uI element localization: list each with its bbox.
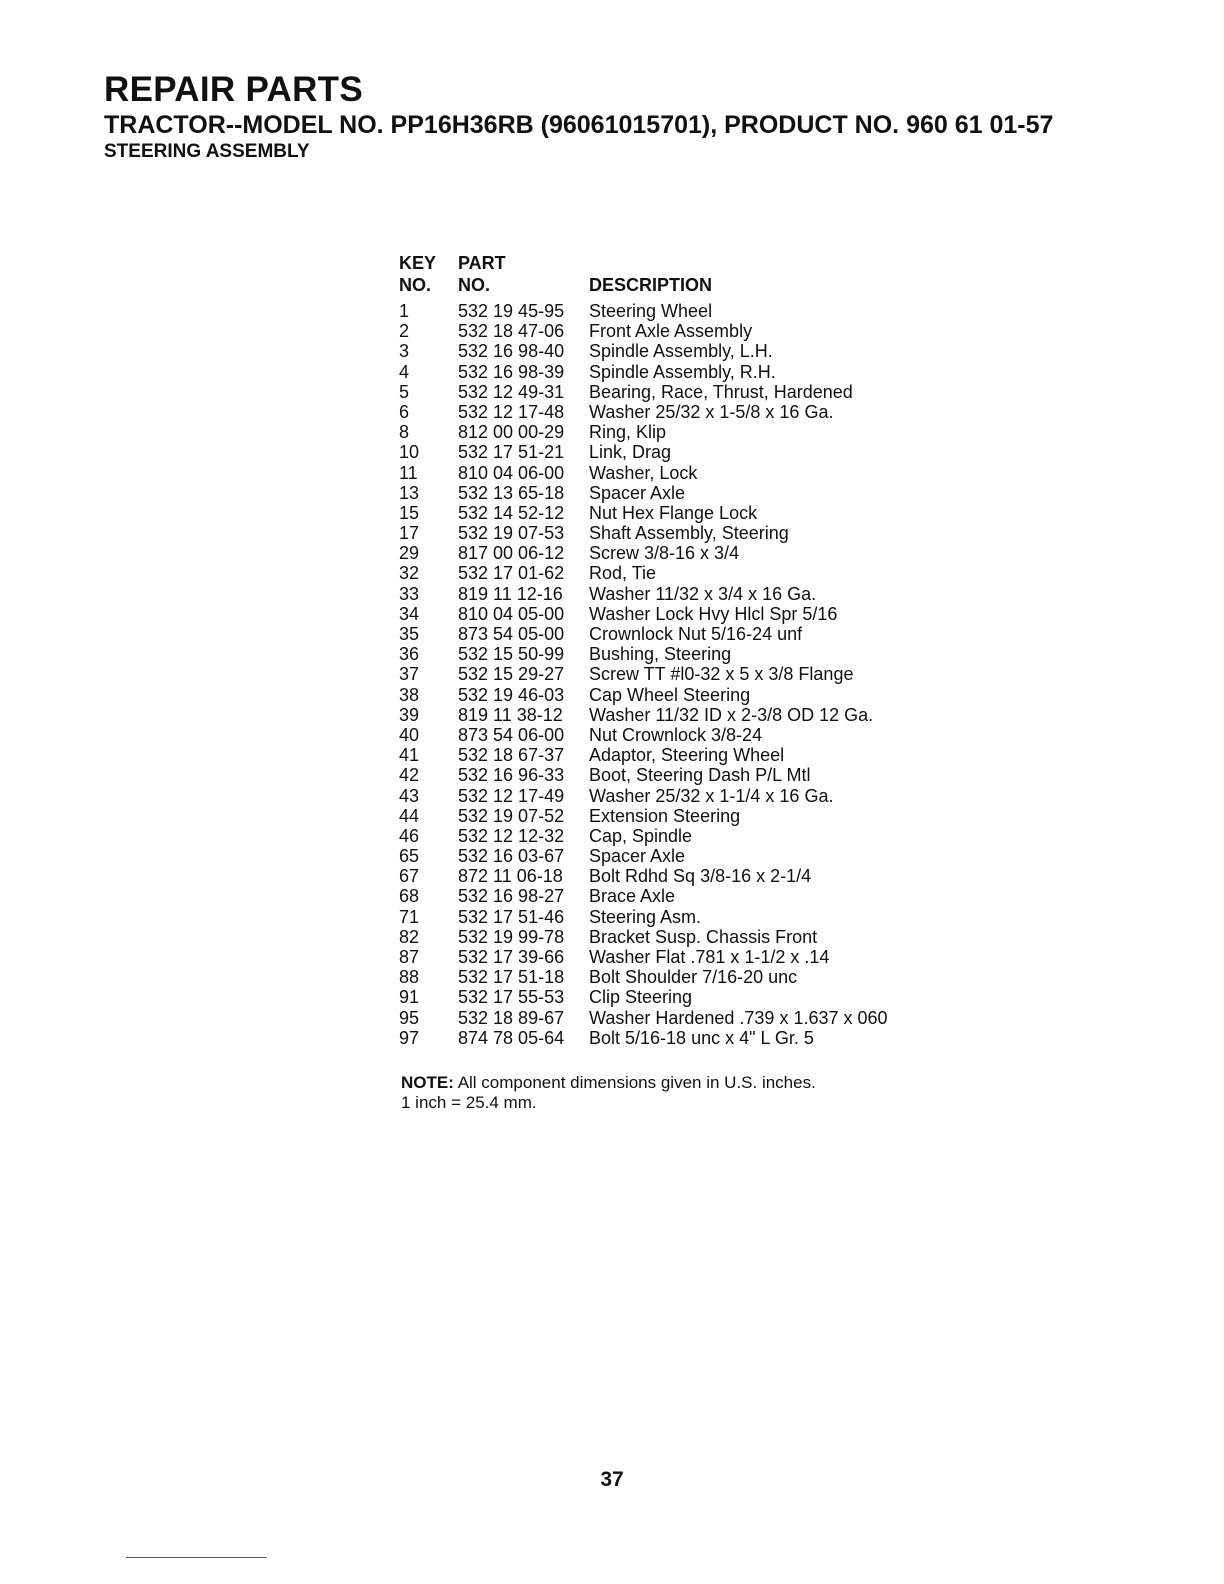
part-description: Brace Axle [589, 886, 676, 907]
key-number: 17 [399, 523, 420, 544]
key-number: 82 [399, 926, 420, 947]
key-number: 13 [399, 482, 420, 503]
part-number: 872 11 06-18 [458, 866, 563, 887]
part-description: Bolt 5/16-18 unc x 4" L Gr. 5 [589, 1027, 814, 1048]
key-number: 32 [399, 563, 420, 584]
part-number: 532 19 99-78 [458, 926, 565, 947]
page-number: 37 [600, 1468, 624, 1491]
key-number: 1 [399, 301, 410, 321]
section-heading: STEERING ASSEMBLY [104, 141, 310, 162]
part-description: Bracket Susp. Chassis Front [589, 926, 818, 947]
part-number: 532 19 07-53 [458, 523, 565, 544]
note-conversion: 1 inch = 25.4 mm. [401, 1093, 537, 1112]
key-number: 37 [399, 664, 420, 685]
part-description: Bearing, Race, Thrust, Hardened [589, 381, 853, 402]
part-number: 532 16 98-40 [458, 341, 565, 362]
part-description: Extension Steering [589, 805, 741, 826]
part-description: Crownlock Nut 5/16-24 unf [589, 624, 803, 644]
part-description: Cap, Spindle [589, 825, 693, 846]
key-number: 34 [399, 603, 420, 624]
part-number: 532 12 17-49 [458, 785, 565, 806]
part-description: Front Axle Assembly [589, 321, 753, 342]
model-subtitle: TRACTOR--MODEL NO. PP16H36RB (96061015701), PRODUCT NO. 960 61 01-57 [104, 111, 1054, 139]
part-number: 532 18 89-67 [458, 1007, 565, 1028]
key-number: 88 [399, 967, 420, 988]
part-number: 532 12 49-31 [458, 381, 565, 402]
key-number: 33 [399, 583, 420, 604]
key-number: 43 [399, 785, 420, 806]
key-number: 15 [399, 502, 420, 523]
description-column-header: DESCRIPTION [589, 275, 713, 295]
key-number: 36 [399, 644, 420, 665]
key-column-header: KEY [399, 253, 437, 273]
part-number: 532 18 47-06 [458, 321, 565, 342]
key-number: 10 [399, 442, 420, 463]
key-number: 41 [399, 745, 420, 766]
note-label: NOTE: [401, 1073, 454, 1092]
part-description: Bushing, Steering [589, 644, 732, 665]
part-description: Washer Lock Hvy Hlcl Spr 5/16 [589, 603, 838, 624]
part-number: 532 17 39-66 [458, 947, 565, 967]
part-number: 810 04 05-00 [458, 603, 565, 624]
part-description: Nut Hex Flange Lock [589, 502, 758, 523]
part-number: 819 11 38-12 [458, 704, 563, 725]
part-description: Ring, Klip [589, 422, 667, 443]
part-column-header: PART [458, 253, 506, 273]
part-description: Steering Asm. [589, 906, 702, 927]
part-description: Link, Drag [589, 442, 672, 463]
note [401, 1073, 816, 1113]
part-description: Washer Flat .781 x 1-1/2 x .14 [589, 947, 830, 967]
key-number: 4 [399, 361, 410, 382]
part-description: Screw 3/8-16 x 3/4 [589, 543, 740, 564]
part-description: Spindle Assembly, L.H. [589, 341, 773, 362]
key-number: 65 [399, 846, 420, 867]
part-number: 532 19 07-52 [458, 805, 565, 826]
part-description: Shaft Assembly, Steering [589, 523, 789, 544]
key-column-header-line2: NO. [399, 275, 432, 295]
key-number: 44 [399, 805, 420, 826]
part-number: 532 15 29-27 [458, 664, 565, 685]
part-number: 532 16 98-39 [458, 361, 565, 382]
key-number: 71 [399, 906, 420, 927]
part-number: 532 17 55-53 [458, 987, 565, 1008]
part-number: 532 17 51-46 [458, 906, 565, 927]
part-description: Washer, Lock [589, 462, 698, 483]
part-number: 532 19 45-95 [458, 301, 565, 321]
part-description: Washer 11/32 ID x 2-3/8 OD 12 Ga. [589, 704, 874, 725]
part-number: 532 17 51-21 [458, 442, 565, 463]
part-number: 532 16 96-33 [458, 765, 565, 786]
part-description: Bolt Shoulder 7/16-20 unc [589, 967, 798, 988]
key-number: 3 [399, 341, 410, 362]
part-description: Clip Steering [589, 987, 693, 1008]
key-number: 46 [399, 825, 420, 846]
part-description: Washer Hardened .739 x 1.637 x 060 [589, 1007, 888, 1028]
part-description: Bolt Rdhd Sq 3/8-16 x 2-1/4 [589, 866, 812, 887]
key-number: 42 [399, 765, 420, 786]
key-number: 39 [399, 704, 420, 725]
part-description: Boot, Steering Dash P/L Mtl [589, 765, 811, 786]
part-number: 873 54 06-00 [458, 724, 565, 745]
part-number: 532 17 01-62 [458, 563, 565, 584]
part-description: Rod, Tie [589, 563, 657, 584]
key-number: 95 [399, 1007, 420, 1028]
key-number: 38 [399, 684, 420, 705]
part-number: 532 16 98-27 [458, 886, 565, 907]
part-number: 532 13 65-18 [458, 482, 565, 503]
key-number: 8 [399, 422, 410, 443]
part-number: 819 11 12-16 [458, 583, 563, 604]
key-number: 2 [399, 321, 410, 342]
part-number: 532 18 67-37 [458, 745, 565, 766]
part-description: Spacer Axle [589, 846, 686, 867]
part-number: 532 16 03-67 [458, 846, 565, 867]
key-number: 91 [399, 987, 420, 1008]
part-description: Screw TT #l0-32 x 5 x 3/8 Flange [589, 664, 854, 685]
key-number: 35 [399, 624, 420, 644]
key-number: 87 [399, 947, 420, 967]
part-number: 817 00 06-12 [458, 543, 565, 564]
key-number: 40 [399, 724, 420, 745]
note-text: All component dimensions given in U.S. inches. [457, 1073, 816, 1092]
part-number: 532 15 50-99 [458, 644, 565, 665]
part-column-header-line2: NO. [458, 275, 491, 295]
part-number: 532 17 51-18 [458, 967, 565, 988]
part-number: 532 14 52-12 [458, 502, 565, 523]
part-description: Washer 25/32 x 1-1/4 x 16 Ga. [589, 785, 834, 806]
key-number: 5 [399, 381, 410, 402]
key-number: 11 [399, 462, 418, 483]
part-number: 810 04 06-00 [458, 462, 565, 483]
part-description: Steering Wheel [589, 301, 713, 321]
part-number: 532 12 17-48 [458, 401, 565, 422]
part-description: Cap Wheel Steering [589, 684, 751, 705]
footer-rule [126, 1557, 267, 1558]
part-description: Washer 11/32 x 3/4 x 16 Ga. [589, 583, 817, 604]
part-number: 873 54 05-00 [458, 624, 565, 644]
part-description: Spacer Axle [589, 482, 686, 503]
part-number: 532 12 12-32 [458, 825, 565, 846]
part-number: 812 00 00-29 [458, 422, 565, 443]
part-description: Washer 25/32 x 1-5/8 x 16 Ga. [589, 401, 834, 422]
part-number: 874 78 05-64 [458, 1027, 565, 1048]
part-description: Spindle Assembly, R.H. [589, 361, 776, 382]
key-number: 6 [399, 401, 410, 422]
part-description: Nut Crownlock 3/8-24 [589, 724, 763, 745]
page-title: REPAIR PARTS [104, 70, 363, 109]
key-number: 97 [399, 1027, 420, 1048]
key-number: 29 [399, 543, 420, 564]
key-number: 68 [399, 886, 420, 907]
part-description: Adaptor, Steering Wheel [589, 745, 785, 766]
note-line-1 [401, 1073, 816, 1093]
key-number: 67 [399, 866, 420, 887]
part-number: 532 19 46-03 [458, 684, 565, 705]
